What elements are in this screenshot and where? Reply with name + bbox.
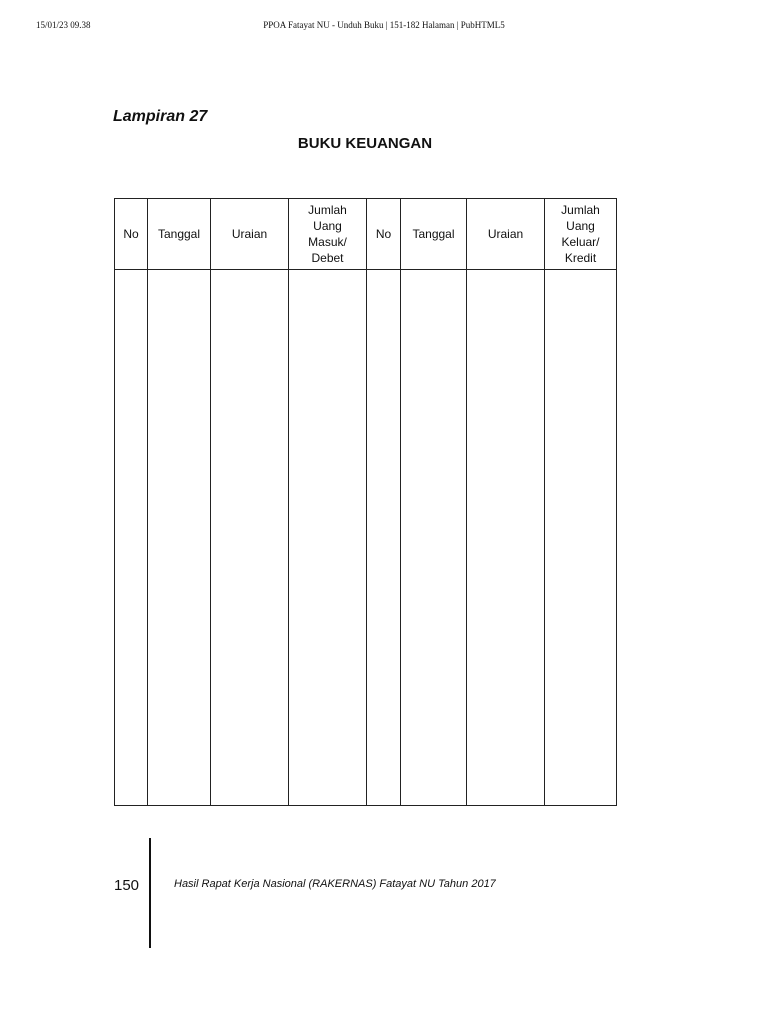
cell-amount-in (289, 270, 367, 806)
header-date-out: Tanggal (401, 199, 467, 270)
footer-caption: Hasil Rapat Kerja Nasional (RAKERNAS) Fatayat NU Tahun 2017 (174, 878, 496, 890)
cell-date-in (148, 270, 211, 806)
cell-date-out (401, 270, 467, 806)
attachment-label: Lampiran 27 (113, 108, 208, 125)
ledger-body-row (115, 270, 617, 806)
header-amount-in: Jumlah Uang Masuk/ Debet (289, 199, 367, 270)
header-description-out: Uraian (467, 199, 545, 270)
cell-description-out (467, 270, 545, 806)
print-page-title: PPOA Fatayat NU - Unduh Buku | 151-182 Halaman | PubHTML5 (263, 20, 505, 30)
header-no-in: No (115, 199, 148, 270)
print-date: 15/01/23 09.38 (36, 20, 91, 30)
cell-amount-out (545, 270, 617, 806)
header-date-in: Tanggal (148, 199, 211, 270)
footer-divider (149, 838, 151, 948)
cell-no-out (367, 270, 401, 806)
document-title: BUKU KEUANGAN (297, 135, 433, 152)
page-number: 150 (114, 877, 140, 894)
cell-description-in (211, 270, 289, 806)
header-amount-out: Jumlah Uang Keluar/ Kredit (545, 199, 617, 270)
ledger-table (114, 198, 617, 806)
ledger-header-row (115, 199, 617, 270)
cell-no-in (115, 270, 148, 806)
header-no-out: No (367, 199, 401, 270)
header-description-in: Uraian (211, 199, 289, 270)
